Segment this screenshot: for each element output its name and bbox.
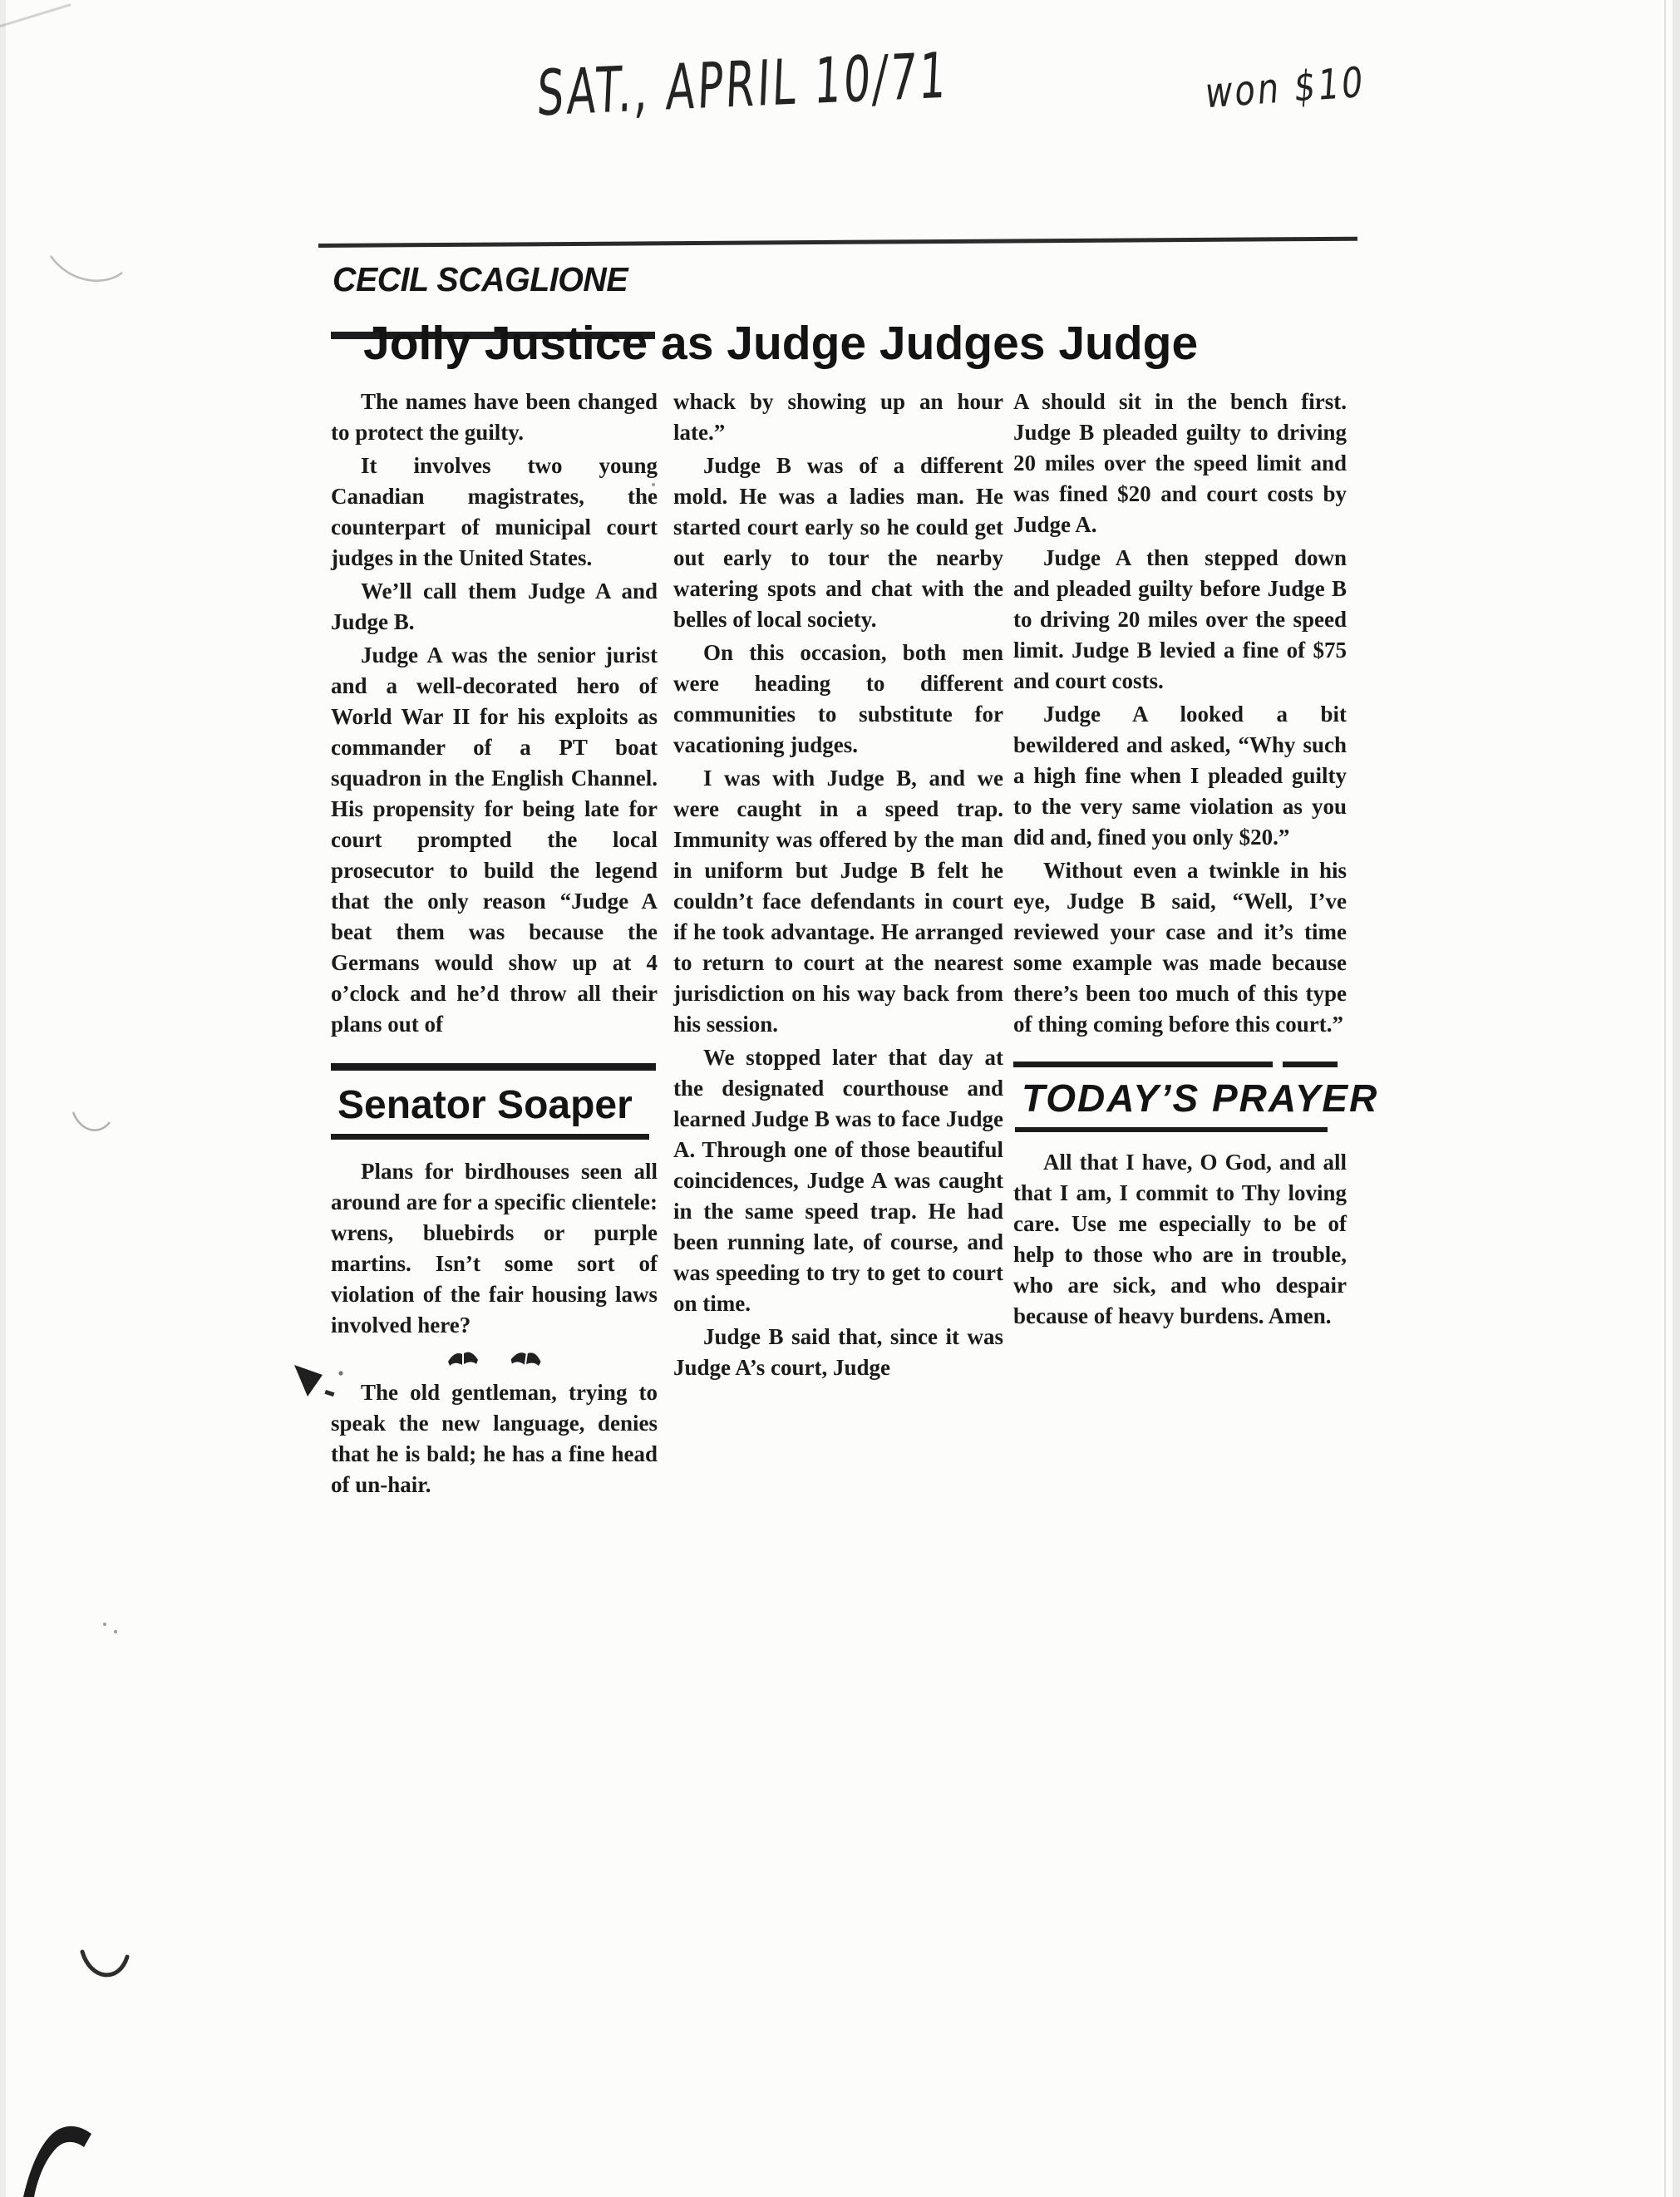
handwritten-date: SAT., APRIL 10/71 [535,40,950,131]
open-book-icon [446,1347,480,1369]
paragraph: A should sit in the bench first. Judge B pleaded guilty to driving 20 miles over the speed limit and was fined $20 and court costs by Judge A. [1013,389,1347,537]
todays-prayer-rule-top [1013,1062,1347,1067]
todays-prayer-underline [1015,1127,1328,1132]
ink-speck [103,1623,106,1626]
arrowhead-ink-blot [289,1358,356,1405]
paragraph: On this occasion, both men were heading to different communities to substitute for vacationing judges. [673,640,1003,757]
todays-prayer-title: TODAY’S PRAYER [1022,1076,1379,1120]
column-1 [331,387,658,1503]
paragraph: I was with Judge B, and we were caught in a speed trap. Immunity was offered by the man in uniform but Judge B felt he couldn’t face defendants in court if he took advantage. He arranged to return to court at the nearest jurisdiction on his way back from his session. [673,766,1003,1037]
scan-edge-line-right [1664,0,1666,2197]
paragraph: It involves two young Canadian magistrates, the counterpart of municipal court judges in the United States. [331,453,658,570]
paragraph: Judge A was the senior jurist and a well-decorated hero of World War II for his exploits as commander of a PT boat squadron in the English Channel. His propensity for being late for court prompted the local prosecutor to build the legend that the only reason “Judge A beat them was because the Germans would show up at 4 o’clock and he’d throw all their plans out of [331,643,658,1037]
byline: CECIL SCAGLIONE [333,260,628,298]
senator-soaper-title: Senator Soaper [337,1083,633,1127]
paragraph: Judge A then stepped down and pleaded guilty before Judge B to driving 20 miles over the speed limit. Judge B levied a fine of $75 and court costs. [1013,545,1347,693]
column-2 [673,387,1003,1386]
faint-arc-top-left [46,248,129,293]
paragraph: Without even a twinkle in his eye, Judge B said, “Well, I’ve reviewed your case and it’s time some example was made because there’s been too much of this type of thing coming before this court.” [1013,858,1347,1037]
pen-hook-mark [79,1947,133,1990]
paragraph: We’ll call them Judge A and Judge B. [331,579,658,634]
faint-arc-mid-left [70,1106,116,1143]
rule-segment [1013,1062,1273,1067]
ink-speck [652,483,655,486]
scan-streak-top-left [0,3,71,29]
paragraph: We stopped later that day at the designated courthouse and learned Judge B was to face Judge A. Through one of those beautiful coincidences, Judge A was caught in the same speed trap. He had been running late, of course, and was speeding to try to get to court on time. [673,1045,1003,1316]
ink-speck [114,1630,117,1633]
section-divider-rule [331,1063,656,1071]
headline: Jolly Justice as Judge Judges Judge [363,317,1199,370]
paragraph: Judge A looked a bit bewildered and asked, “Why such a high fine when I pleaded guilty to the very same violation as you did and, fined you only $20.” [1013,702,1347,850]
handwritten-winnings-note: won $10 [1203,58,1367,118]
scan-edge-shadow-left [0,0,6,2197]
column-3 [1013,387,1379,1334]
brush-stroke-mark [13,2106,113,2197]
senator-soaper-underline [331,1134,649,1140]
scan-edge-shadow-right [1673,0,1680,2197]
dingbat-row [331,1347,658,1369]
clipping-top-edge-rule [318,237,1357,248]
paragraph: The old gentleman, trying to speak the new language, denies that he is bald; he has a fine head of un-hair. [331,1380,658,1497]
rule-segment [1283,1062,1338,1067]
paragraph: whack by showing up an hour late.” [673,389,1003,445]
prayer-text: All that I have, O God, and all that I am, I commit to Thy loving care. Use me especially to be of help to those who are in trouble, who are sick, and who despair because of heavy burdens. Amen. [1013,1150,1347,1328]
paragraph: The names have been changed to protect the guilty. [331,389,658,445]
paragraph: Plans for birdhouses seen all around are for a specific clientele: wrens, bluebirds or purple martins. Isn’t some sort of violation of the fair housing laws involved here? [331,1159,658,1337]
paragraph: Judge B said that, since it was Judge A’s court, Judge [673,1324,1003,1380]
paragraph: Judge B was of a different mold. He was a ladies man. He started court early so he could get out early to tour the nearby watering spots and chat with the belles of local society. [673,453,1003,632]
open-book-icon [509,1347,544,1369]
